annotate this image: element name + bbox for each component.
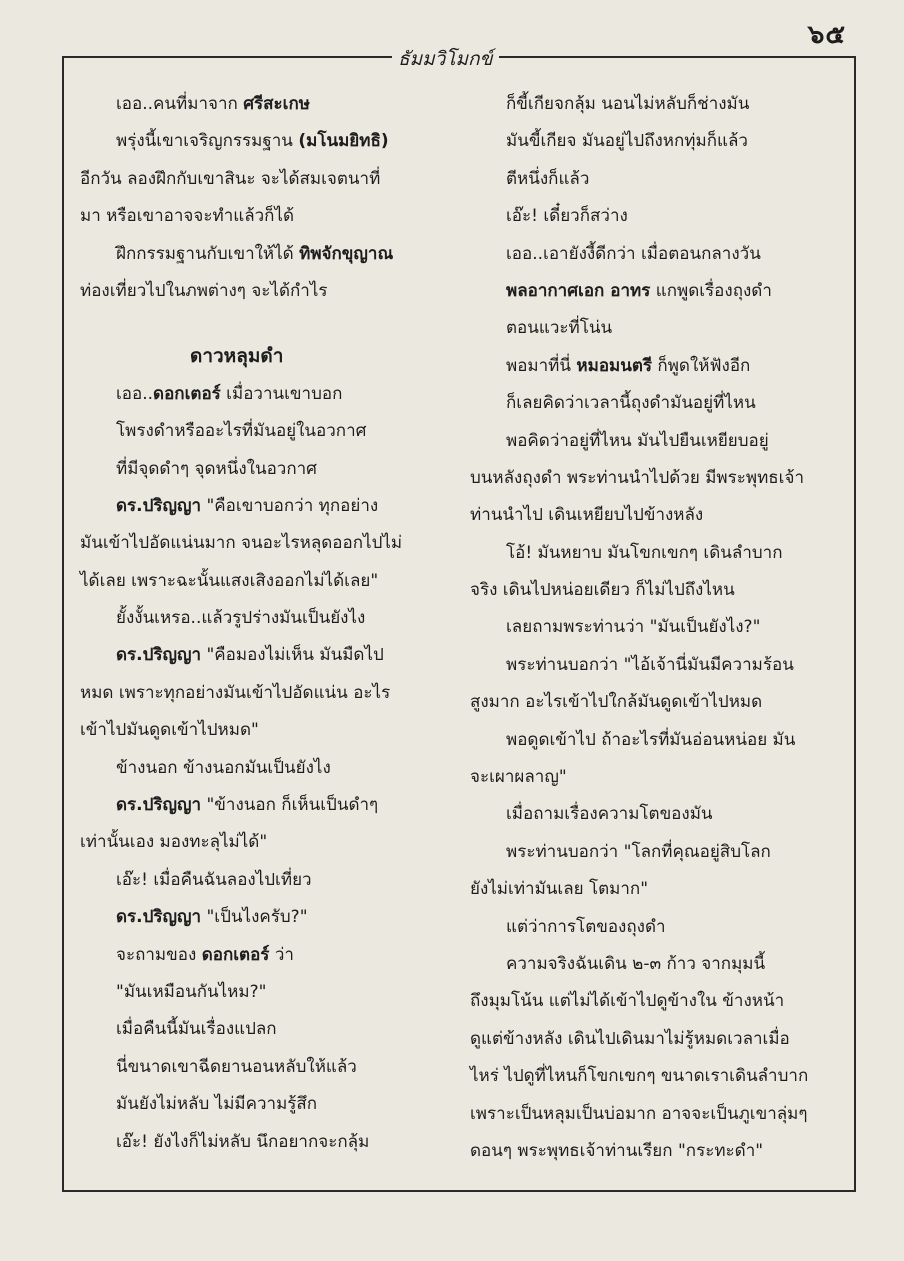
text-line	[80, 236, 458, 273]
right-column	[470, 86, 832, 1170]
text-line	[80, 563, 458, 600]
text-run: เมื่อคืนนี้มันเรื่องแปลก	[116, 1019, 277, 1040]
text-line	[470, 348, 832, 385]
bold-text: หมอมนตรี	[576, 355, 653, 376]
bold-text: (มโนมยิทธิ)	[298, 131, 389, 152]
text-run: ถึงมุมโน้น แต่ไม่ได้เข้าไปดูข้างใน ข้างหน้า	[470, 991, 785, 1012]
text-line	[80, 937, 458, 974]
text-line	[80, 1049, 458, 1086]
text-line	[470, 460, 832, 497]
text-line	[470, 946, 832, 983]
running-header-title: ธัมมวิโมกข์	[392, 44, 499, 74]
bold-text: ดอกเตอร์	[201, 944, 270, 965]
text-run: เออ..เอายังงี้ดีกว่า เมื่อตอนกลางวัน	[506, 243, 761, 264]
text-run: พอคิดว่าอยู่ที่ไหน มันไปยืนเหยียบอยู่	[506, 430, 769, 451]
bold-text: ดร.ปริญญา	[116, 795, 202, 816]
text-run: ข้างนอก ข้างนอกมันเป็นยังไง	[116, 757, 331, 778]
text-line	[80, 1086, 458, 1123]
bold-text: ดร.ปริญญา	[116, 907, 202, 928]
text-line	[80, 451, 458, 488]
bold-text: ดาวหลุมดำ	[190, 345, 284, 368]
text-line	[470, 310, 832, 347]
text-run: สูงมาก อะไรเข้าไปใกล้มันดูดเข้าไปหมด	[470, 692, 763, 713]
text-line	[80, 824, 458, 861]
text-run: ก็เลยคิดว่าเวลานี้ถุงดำมันอยู่ที่ไหน	[506, 393, 756, 414]
text-line	[470, 273, 832, 310]
text-line	[80, 86, 458, 123]
text-line	[470, 86, 832, 123]
text-line	[470, 535, 832, 572]
text-run: เออ..	[116, 383, 154, 404]
text-run: มา หรือเขาอาจจะทำแล้วก็ได้	[80, 206, 295, 227]
text-line	[80, 974, 458, 1011]
text-run: ก็ขี้เกียจกลุ้ม นอนไม่หลับก็ช่างมัน	[506, 94, 750, 114]
text-run: เอ๊ะ! เมื่อคืนฉันลองไปเที่ยว	[116, 869, 312, 890]
text-run: มันยังไม่หลับ ไม่มีความรู้สึก	[116, 1094, 318, 1115]
text-line	[80, 899, 458, 936]
text-run: เมื่อถามเรื่องความโตของมัน	[506, 804, 713, 825]
text-run: โอ้! มันหยาบ มันโขกเขกๆ เดินลำบาก	[506, 542, 783, 563]
text-run: โพรงดำหรืออะไรที่มันอยู่ในอวกาศ	[116, 421, 367, 442]
bold-text: ทิพจักขุญาณ	[299, 243, 394, 264]
text-line	[470, 722, 832, 759]
text-run: เมื่อวานเขาบอก	[220, 383, 343, 404]
text-run: "มันเหมือนกันไหม?"	[116, 981, 267, 1002]
text-run: บนหลังถุงดำ พระท่านนำไปด้วย มีพระพุทธเจ้า	[470, 467, 804, 488]
text-run: เออ..คนที่มาจาก	[116, 94, 244, 114]
text-run: เพราะเป็นหลุมเป็นบ่อมาก อาจจะเป็นภูเขาลุ่มๆ	[470, 1103, 808, 1124]
text-line	[470, 198, 832, 235]
text-line	[470, 871, 832, 908]
text-run: ยั้งงั้นเหรอ..แล้วรูปร่างมันเป็นยังไง	[116, 608, 366, 629]
text-line	[80, 161, 458, 198]
text-run: เอ๊ะ! เดี๋ยวก็สว่าง	[506, 206, 628, 227]
text-line	[80, 413, 458, 450]
text-line	[470, 385, 832, 422]
text-run: พระท่านบอกว่า "โลกที่คุณอยู่สิบโลก	[506, 841, 771, 862]
text-line	[470, 572, 832, 609]
text-line	[470, 796, 832, 833]
text-run: เข้าไปมันดูดเข้าไปหมด"	[80, 720, 259, 741]
text-line	[470, 647, 832, 684]
text-run: ความจริงฉันเดิน ๒-๓ ก้าว จากมุมนี้	[506, 953, 766, 974]
text-line	[80, 488, 458, 525]
section-heading	[80, 338, 458, 375]
bold-text: ดอกเตอร์	[153, 383, 221, 404]
text-run: ดอนๆ พระพุทธเจ้าท่านเรียก "กระทะดำ"	[470, 1140, 764, 1161]
bold-text: ศรีสะเกษ	[243, 94, 310, 114]
text-line	[80, 1011, 458, 1048]
text-line	[470, 161, 832, 198]
bold-text: ดร.ปริญญา	[116, 495, 202, 516]
text-line	[80, 637, 458, 674]
text-run: พรุ่งนี้เขาเจริญกรรมฐาน	[116, 131, 299, 152]
text-run: นี่ขนาดเขาฉีดยานอนหลับให้แล้ว	[116, 1056, 357, 1077]
text-line	[80, 675, 458, 712]
text-run: เลยถามพระท่านว่า "มันเป็นยังไง?"	[506, 617, 761, 638]
text-line	[470, 609, 832, 646]
text-line	[80, 862, 458, 899]
text-run: ท่องเที่ยวไปในภพต่างๆ จะได้กำไร	[80, 280, 328, 301]
text-run: ก็พูดให้ฟังอีก	[652, 355, 751, 376]
text-line	[80, 787, 458, 824]
text-run: หมด เพราะทุกอย่างมันเข้าไปอัดแน่น อะไร	[80, 682, 391, 703]
text-line	[470, 834, 832, 871]
text-run: ที่มีจุดดำๆ จุดหนึ่งในอวกาศ	[116, 458, 317, 479]
text-run: มันเข้าไปอัดแน่นมาก จนอะไรหลุดออกไปไม่	[80, 533, 403, 554]
text-run: ตีหนึ่งก็แล้ว	[506, 168, 590, 189]
text-run: เอ๊ะ! ยังไงก็ไม่หลับ นึกอยากจะกลุ้ม	[116, 1131, 370, 1152]
text-run: ยังไม่เท่ามันเลย โตมาก"	[470, 879, 649, 900]
text-line	[470, 909, 832, 946]
text-line	[470, 423, 832, 460]
text-line	[80, 1124, 458, 1161]
text-line	[470, 1096, 832, 1133]
text-line	[80, 376, 458, 413]
text-line	[470, 983, 832, 1020]
text-run: แต่ว่าการโตของถุงดำ	[506, 916, 666, 937]
page-number: ๖๕	[807, 20, 846, 50]
text-run: "คือมองไม่เห็น มันมืดไป	[201, 645, 384, 666]
text-run: "คือเขาบอกว่า ทุกอย่าง	[201, 495, 379, 516]
text-run: ท่านนำไป เดินเหยียบไปข้างหลัง	[470, 505, 704, 526]
text-line	[80, 600, 458, 637]
text-line	[470, 1133, 832, 1170]
text-run: "เป็นไงครับ?"	[201, 907, 308, 928]
text-run: ฝึกกรรมฐานกับเขาให้ได้	[116, 243, 300, 264]
text-line	[470, 684, 832, 721]
text-run: พอดูดเข้าไป ถ้าอะไรที่มันอ่อนหน่อย มัน	[506, 729, 796, 750]
text-run: ดูแต่ข้างหลัง เดินไปเดินมาไม่รู้หมดเวลาเมื่อ	[470, 1028, 790, 1049]
text-line	[470, 236, 832, 273]
bold-text: ดร.ปริญญา	[116, 645, 202, 666]
text-line	[80, 123, 458, 160]
text-line	[80, 525, 458, 562]
text-run: จะเผาผลาญ"	[470, 767, 567, 788]
text-line	[470, 1058, 832, 1095]
text-line	[470, 123, 832, 160]
bold-text: พลอากาศเอก อาทร	[506, 280, 651, 301]
text-run: ว่า	[269, 944, 294, 965]
text-run: "ข้างนอก ก็เห็นเป็นดำๆ	[201, 795, 379, 816]
text-line	[80, 198, 458, 235]
text-line	[470, 1021, 832, 1058]
text-run: จริง เดินไปหน่อยเดียว ก็ไม่ไปถึงไหน	[470, 580, 735, 601]
text-run: พอมาที่นี่	[506, 355, 577, 376]
paragraph-gap	[80, 310, 458, 338]
text-run: ตอนแวะที่โน่น	[506, 318, 613, 339]
text-run: มันขี้เกียจ มันอยู่ไปถึงหกทุ่มก็แล้ว	[506, 131, 748, 152]
text-line	[80, 273, 458, 310]
text-run: เท่านั้นเอง มองทะลุไม่ได้"	[80, 832, 268, 853]
text-line	[80, 712, 458, 749]
text-run: แกพูดเรื่องถุงดำ	[650, 280, 772, 301]
text-line	[80, 750, 458, 787]
text-run: จะถามของ	[116, 944, 202, 965]
text-run: พระท่านบอกว่า "ไอ้เจ้านี่มันมีความร้อน	[506, 654, 794, 675]
text-line	[470, 759, 832, 796]
text-run: ไหร่ ไปดูที่ไหนก็โขกเขกๆ ขนาดเราเดินลำบาก	[470, 1066, 809, 1087]
text-run: ได้เลย เพราะฉะนั้นแสงเสิงออกไม่ได้เลย"	[80, 570, 379, 591]
text-line	[470, 497, 832, 534]
text-run: อีกวัน ลองฝึกกับเขาสินะ จะได้สมเจตนาที่	[80, 168, 381, 189]
left-column	[80, 86, 458, 1161]
